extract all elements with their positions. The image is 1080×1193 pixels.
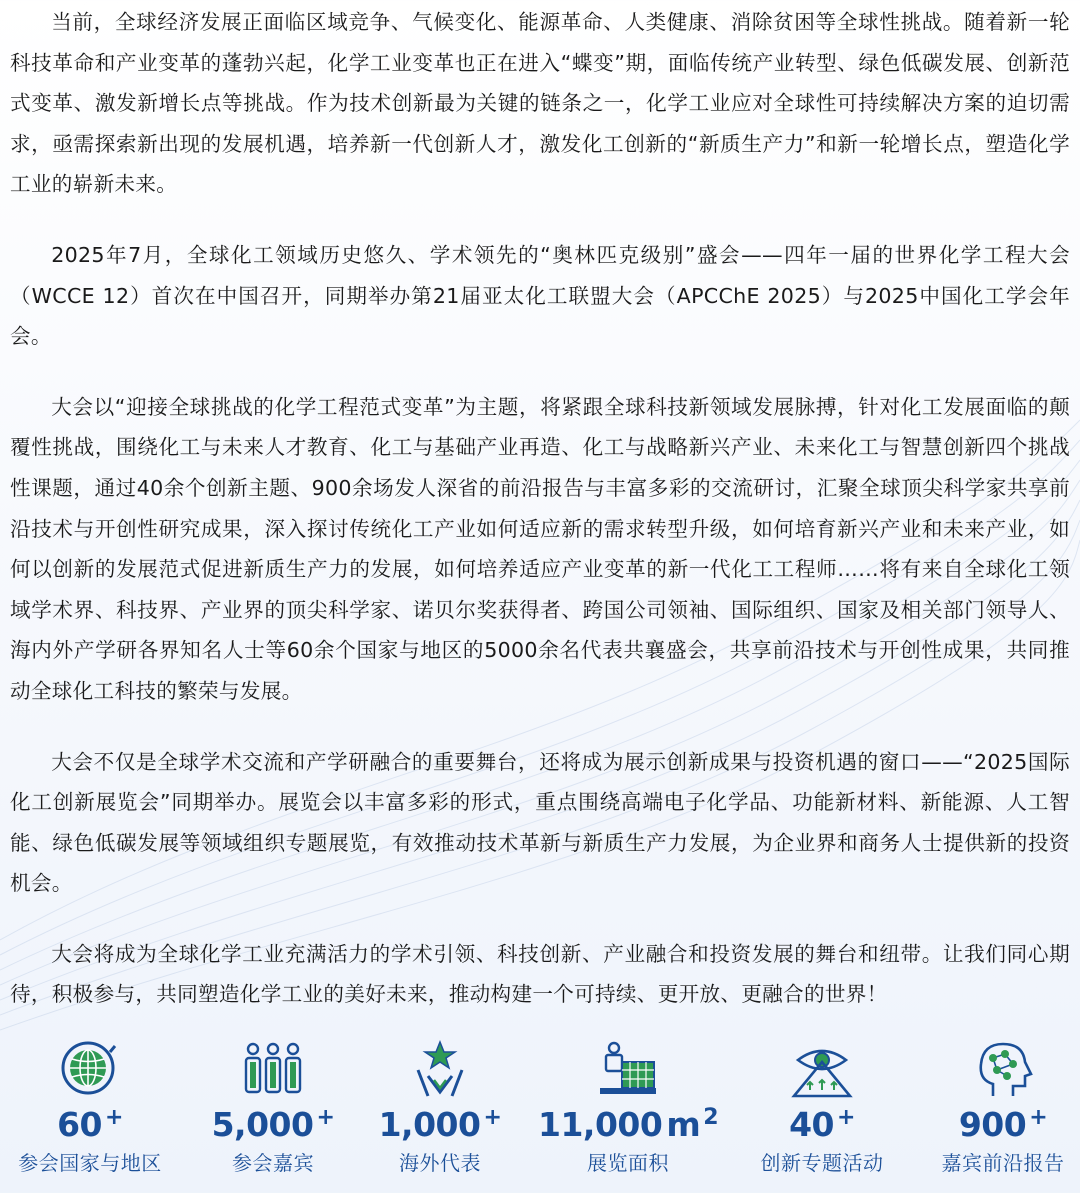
stat-label: 参会国家与地区 xyxy=(18,1151,162,1175)
stat-suffix: 2 xyxy=(703,1105,719,1130)
stat-label: 嘉宾前沿报告 xyxy=(941,1151,1065,1175)
paragraph-exhibition: 大会不仅是全球学术交流和产学研融合的重要舞台，还将成为展示创新成果与投资机遇的窗口——“2025国际化工创新展览会”同期举办。展览会以丰富多彩的形式，重点围绕高端电子化学品、功能新材料、新能源、人工智能、绿色低碳发展等领域组织专题展览，有效推动技术革新与新质生产力发展，为企业界和商务人士提供新的投资机会。 xyxy=(10,749,1070,896)
article-body xyxy=(10,2,1070,1045)
stat-suffix: + xyxy=(1029,1105,1048,1130)
stat-label: 海外代表 xyxy=(399,1151,481,1175)
people-group-icon xyxy=(241,1040,305,1098)
stat-number: 5,000 xyxy=(211,1105,314,1144)
stat-suffix: + xyxy=(483,1105,502,1130)
stat-suffix: + xyxy=(105,1105,123,1130)
stat-number: 900 xyxy=(958,1105,1027,1144)
star-representative-icon xyxy=(408,1040,472,1098)
ai-head-icon xyxy=(971,1040,1035,1098)
stat-topics xyxy=(732,1040,912,1177)
stats-row xyxy=(0,1040,1080,1190)
stat-number: 11,000 xyxy=(538,1105,663,1144)
paragraph-closing: 大会将成为全球化学工业充满活力的学术引领、科技创新、产业融合和投资发展的舞台和纽带。让我们同心期待，积极参与，共同塑造化学工业的美好未来，推动构建一个可持续、更开放、更融合的世界！ xyxy=(10,941,1070,1007)
stat-exhibition-area xyxy=(538,1040,718,1177)
stat-guests xyxy=(183,1040,363,1177)
stat-overseas xyxy=(350,1040,530,1177)
paragraph-theme: 大会以“迎接全球挑战的化学工程范式变革”为主题，将紧跟全球科技新领域发展脉搏，针对化工发展面临的颠覆性挑战，围绕化工与未来人才教育、化工与基础产业再造、化工与战略新兴产业、未来化工与智慧创新四个挑战性课题，通过40余个创新主题、900余场发人深省的前沿报告与丰富多彩的交流研讨，汇聚全球顶尖科学家共享前沿技术与开创性研究成果，深入探讨传统化工产业如何适应新的需求转型升级，如何培育新兴产业和未来产业，如何以创新的发展范式促进新质生产力的发展，如何培养适应产业变革的新一代化工工程师……将有来自全球化工领域学术界、科技界、产业界的顶尖科学家、诺贝尔奖获得者、跨国公司领袖、国际组织、国家及相关部门领导人、海内外产学研各界知名人士等60余个国家与地区的5000余名代表共襄盛会，共享前沿技术与开创性成果，共同推动全球化工科技的繁荣与发展。 xyxy=(10,394,1070,703)
eye-pyramid-icon xyxy=(790,1040,854,1098)
stat-number: 1,000 xyxy=(378,1105,481,1144)
globe-icon xyxy=(58,1040,122,1098)
stat-label: 参会嘉宾 xyxy=(232,1151,314,1175)
stat-unit: m xyxy=(666,1105,701,1144)
stat-label: 创新专题活动 xyxy=(760,1151,884,1175)
exhibition-area-icon xyxy=(596,1040,660,1098)
stat-number: 60 xyxy=(57,1105,102,1144)
paragraph-event: 2025年7月，全球化工领域历史悠久、学术领先的“奥林匹克级别”盛会——四年一届的世界化学工程大会（WCCE 12）首次在中国召开，同期举办第21届亚太化工联盟大会（APCChE 2025）与2025中国化工学会年会。 xyxy=(10,242,1070,349)
stat-reports xyxy=(913,1040,1080,1177)
stat-suffix: + xyxy=(316,1105,335,1130)
stat-countries xyxy=(0,1040,180,1177)
paragraph-intro: 当前，全球经济发展正面临区域竞争、气候变化、能源革命、人类健康、消除贫困等全球性挑战。随着新一轮科技革命和产业变革的蓬勃兴起，化学工业变革也正在进入“蝶变”期，面临传统产业转型、绿色低碳发展、创新范式变革、激发新增长点等挑战。作为技术创新最为关键的链条之一，化学工业应对全球性可持续解决方案的迫切需求，亟需探索新出现的发展机遇，培养新一代创新人才，激发化工创新的“新质生产力”和新一轮增长点，塑造化学工业的崭新未来。 xyxy=(10,10,1070,197)
stat-number: 40 xyxy=(789,1105,834,1144)
stat-suffix: + xyxy=(837,1105,855,1130)
stat-label: 展览面积 xyxy=(587,1151,669,1175)
